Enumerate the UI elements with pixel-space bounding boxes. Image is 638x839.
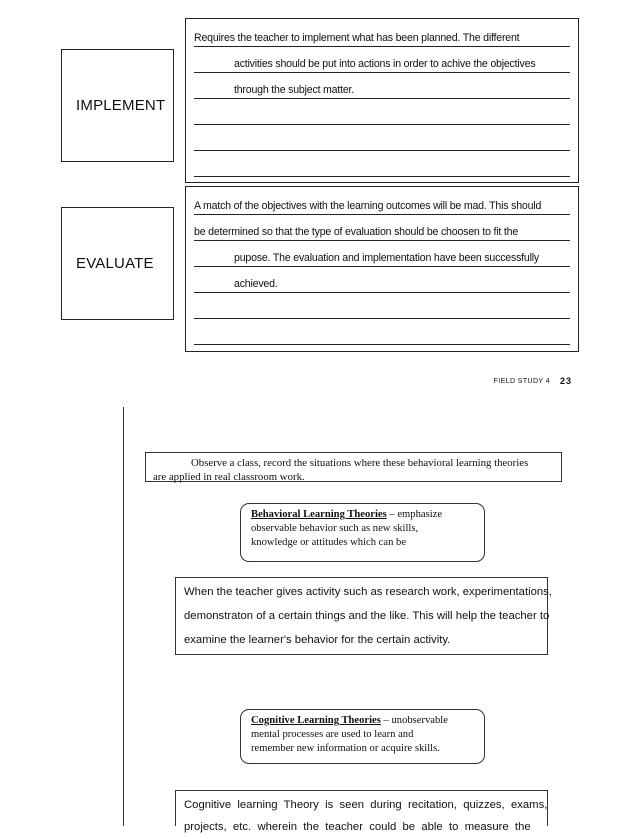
- evaluate-label-box: [61, 207, 174, 320]
- behavioral-theory-line-3: knowledge or attitudes which can be: [251, 537, 407, 548]
- behavioral-theory-line-2: observable behavior such as new skills,: [251, 523, 419, 534]
- cognitive-answer-line-1: Cognitive learning Theory is seen during recitation, quizzes, exams,: [184, 799, 548, 811]
- behavioral-theory-rest: – emphasize: [386, 509, 443, 520]
- cognitive-answer-box: [175, 790, 548, 833]
- implement-line-6: [194, 151, 570, 177]
- evaluate-line-2: be determined so that the type of evaluation should be choosen to fit the: [194, 215, 570, 241]
- behavioral-answer-line-2: demonstraton of a certain things and the like. This will help the teacher to: [184, 610, 550, 622]
- instruction-line-2: are applied in real classroom work.: [153, 471, 305, 483]
- instruction-box: [145, 452, 562, 482]
- page-number: 23: [560, 376, 573, 386]
- implement-line-1: Requires the teacher to implement what has been planned. The different: [194, 21, 570, 47]
- implement-line-2: activities should be put into actions in order to achive the objectives: [194, 47, 570, 73]
- evaluate-line-3: pupose. The evaluation and implementation have been successfully: [194, 241, 570, 267]
- cognitive-theory-term: Cognitive Learning Theories: [251, 715, 381, 726]
- implement-label-box: [61, 49, 174, 162]
- evaluate-line-1: A match of the objectives with the learning outcomes will be mad. This should: [194, 189, 570, 215]
- behavioral-theory-box: [240, 503, 485, 562]
- cognitive-theory-line-1: [251, 714, 476, 728]
- evaluate-label: EVALUATE: [76, 255, 154, 272]
- implement-answer-box: [185, 18, 579, 183]
- evaluate-line-4: achieved.: [194, 267, 570, 293]
- implement-label: IMPLEMENT: [76, 97, 166, 114]
- cognitive-theory-box: [240, 709, 485, 764]
- implement-line-5: [194, 125, 570, 151]
- evaluate-answer-box: [185, 186, 579, 352]
- margin-rule: [123, 407, 124, 826]
- behavioral-theory-line-1: [251, 508, 476, 522]
- instruction-line-1: Observe a class, record the situations where these behavioral learning theories: [191, 457, 529, 469]
- behavioral-theory-term: Behavioral Learning Theories: [251, 509, 387, 520]
- behavioral-answer-box: [175, 577, 552, 655]
- cognitive-theory-line-3: remember new information or acquire skills.: [251, 743, 440, 754]
- evaluate-line-6: [194, 319, 570, 345]
- evaluate-line-5: [194, 293, 570, 319]
- behavioral-answer-line-1: When the teacher gives activity such as research work, experimentations,: [184, 586, 552, 598]
- implement-line-4: [194, 99, 570, 125]
- cognitive-theory-rest: – unobservable: [380, 715, 448, 726]
- running-title: FIELD STUDY 4: [493, 378, 550, 385]
- behavioral-answer-line-3: examine the learner's behavior for the certain activity.: [184, 634, 451, 646]
- implement-line-3: through the subject matter.: [194, 73, 570, 99]
- cognitive-answer-line-2: projects, etc. wherein the teacher could be able to measure the: [184, 821, 531, 833]
- cognitive-theory-line-2: mental processes are used to learn and: [251, 729, 414, 740]
